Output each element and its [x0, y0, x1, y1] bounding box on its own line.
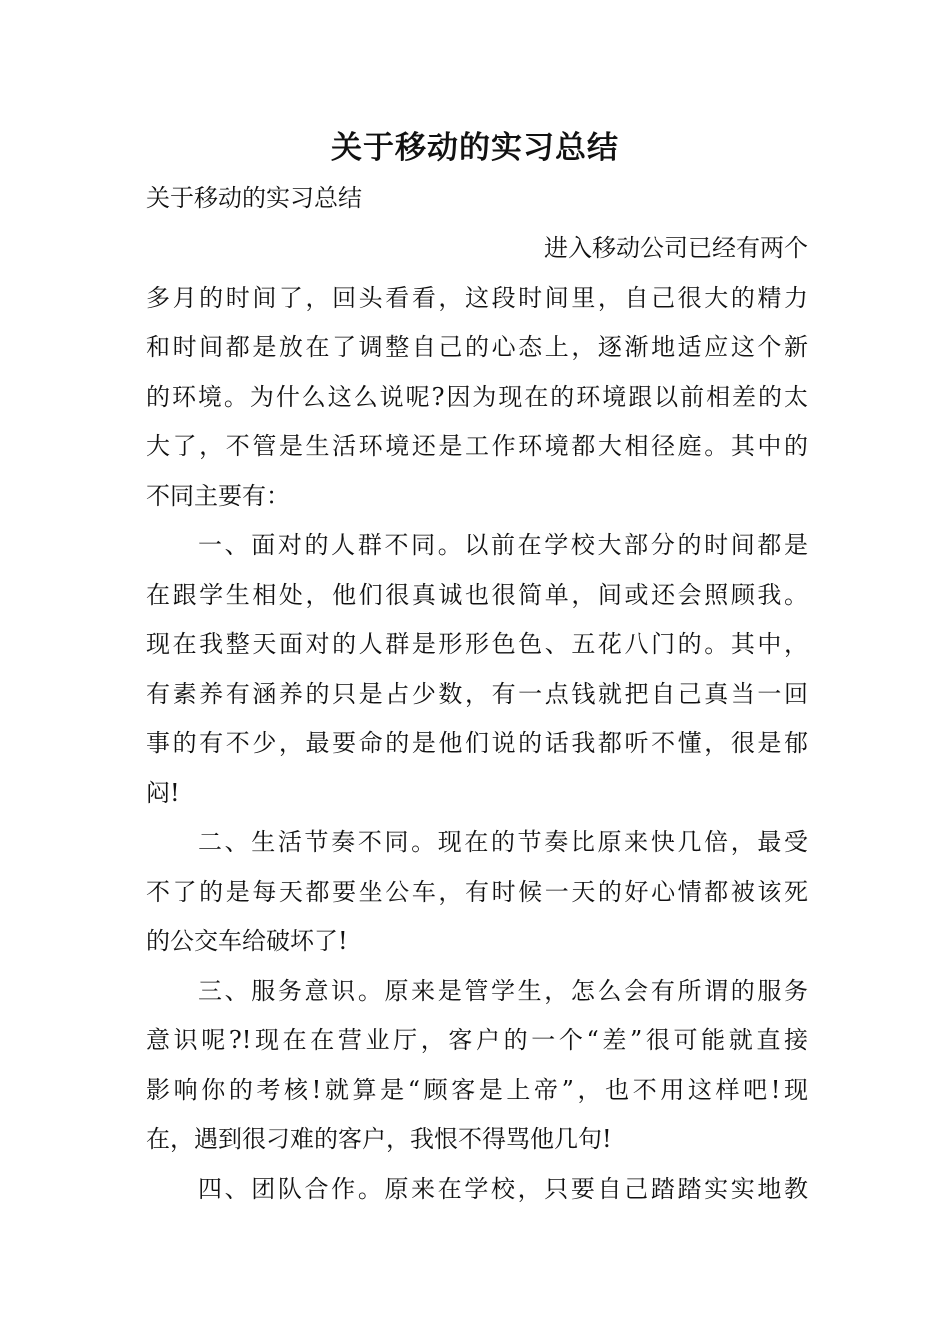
- paragraph-line: 多月的时间了，回头看看，这段时间里，自己很大的精力: [146, 283, 808, 312]
- page-title: 关于移动的实习总结: [331, 130, 619, 166]
- paragraph-line: 二、生活节奏不同。现在的节奏比原来快几倍，最受: [198, 828, 808, 856]
- paragraph-line: 不同主要有：: [146, 481, 290, 510]
- paragraph-line: 一、面对的人群不同。以前在学校大部分的时间都是: [198, 531, 808, 559]
- paragraph-line: 闷!: [146, 778, 180, 807]
- paragraph-line: 事的有不少，最要命的是他们说的话我都听不懂，很是郁: [146, 729, 808, 757]
- document-body: [146, 228, 808, 1218]
- paragraph-line: 意识呢?!现在在营业厅，客户的一个“差”很可能就直接: [146, 1026, 808, 1054]
- paragraph-line: 的环境。为什么这么说呢?因为现在的环境跟以前相差的太: [146, 382, 808, 411]
- paragraph-line: 有素养有涵养的只是占少数，有一点钱就把自己真当一回: [146, 679, 808, 708]
- paragraph-line: 现在我整天面对的人群是形形色色、五花八门的。其中，: [146, 630, 808, 658]
- paragraph-line: 的公交车给破坏了!: [146, 927, 348, 955]
- paragraph-line: 在，遇到很刁难的客户，我恨不得骂他几句!: [146, 1125, 612, 1153]
- paragraph-line: 大了，不管是生活环境还是工作环境都大相径庭。其中的: [146, 432, 808, 460]
- paragraph-line: 影响你的考核!就算是“顾客是上帝”，也不用这样吧!现: [146, 1075, 808, 1104]
- paragraph-line: 四、团队合作。原来在学校，只要自己踏踏实实地教: [198, 1174, 808, 1203]
- document-subtitle: 关于移动的实习总结: [146, 184, 362, 212]
- paragraph-line: 在跟学生相处，他们很真诚也很简单，间或还会照顾我。: [146, 580, 808, 609]
- paragraph-line: 不了的是每天都要坐公车，有时候一天的好心情都被该死: [146, 877, 808, 906]
- paragraph-line: 进入移动公司已经有两个: [544, 234, 808, 262]
- paragraph-line: 和时间都是放在了调整自己的心态上，逐渐地适应这个新: [146, 333, 808, 361]
- paragraph-line: 三、服务意识。原来是管学生，怎么会有所谓的服务: [198, 976, 808, 1005]
